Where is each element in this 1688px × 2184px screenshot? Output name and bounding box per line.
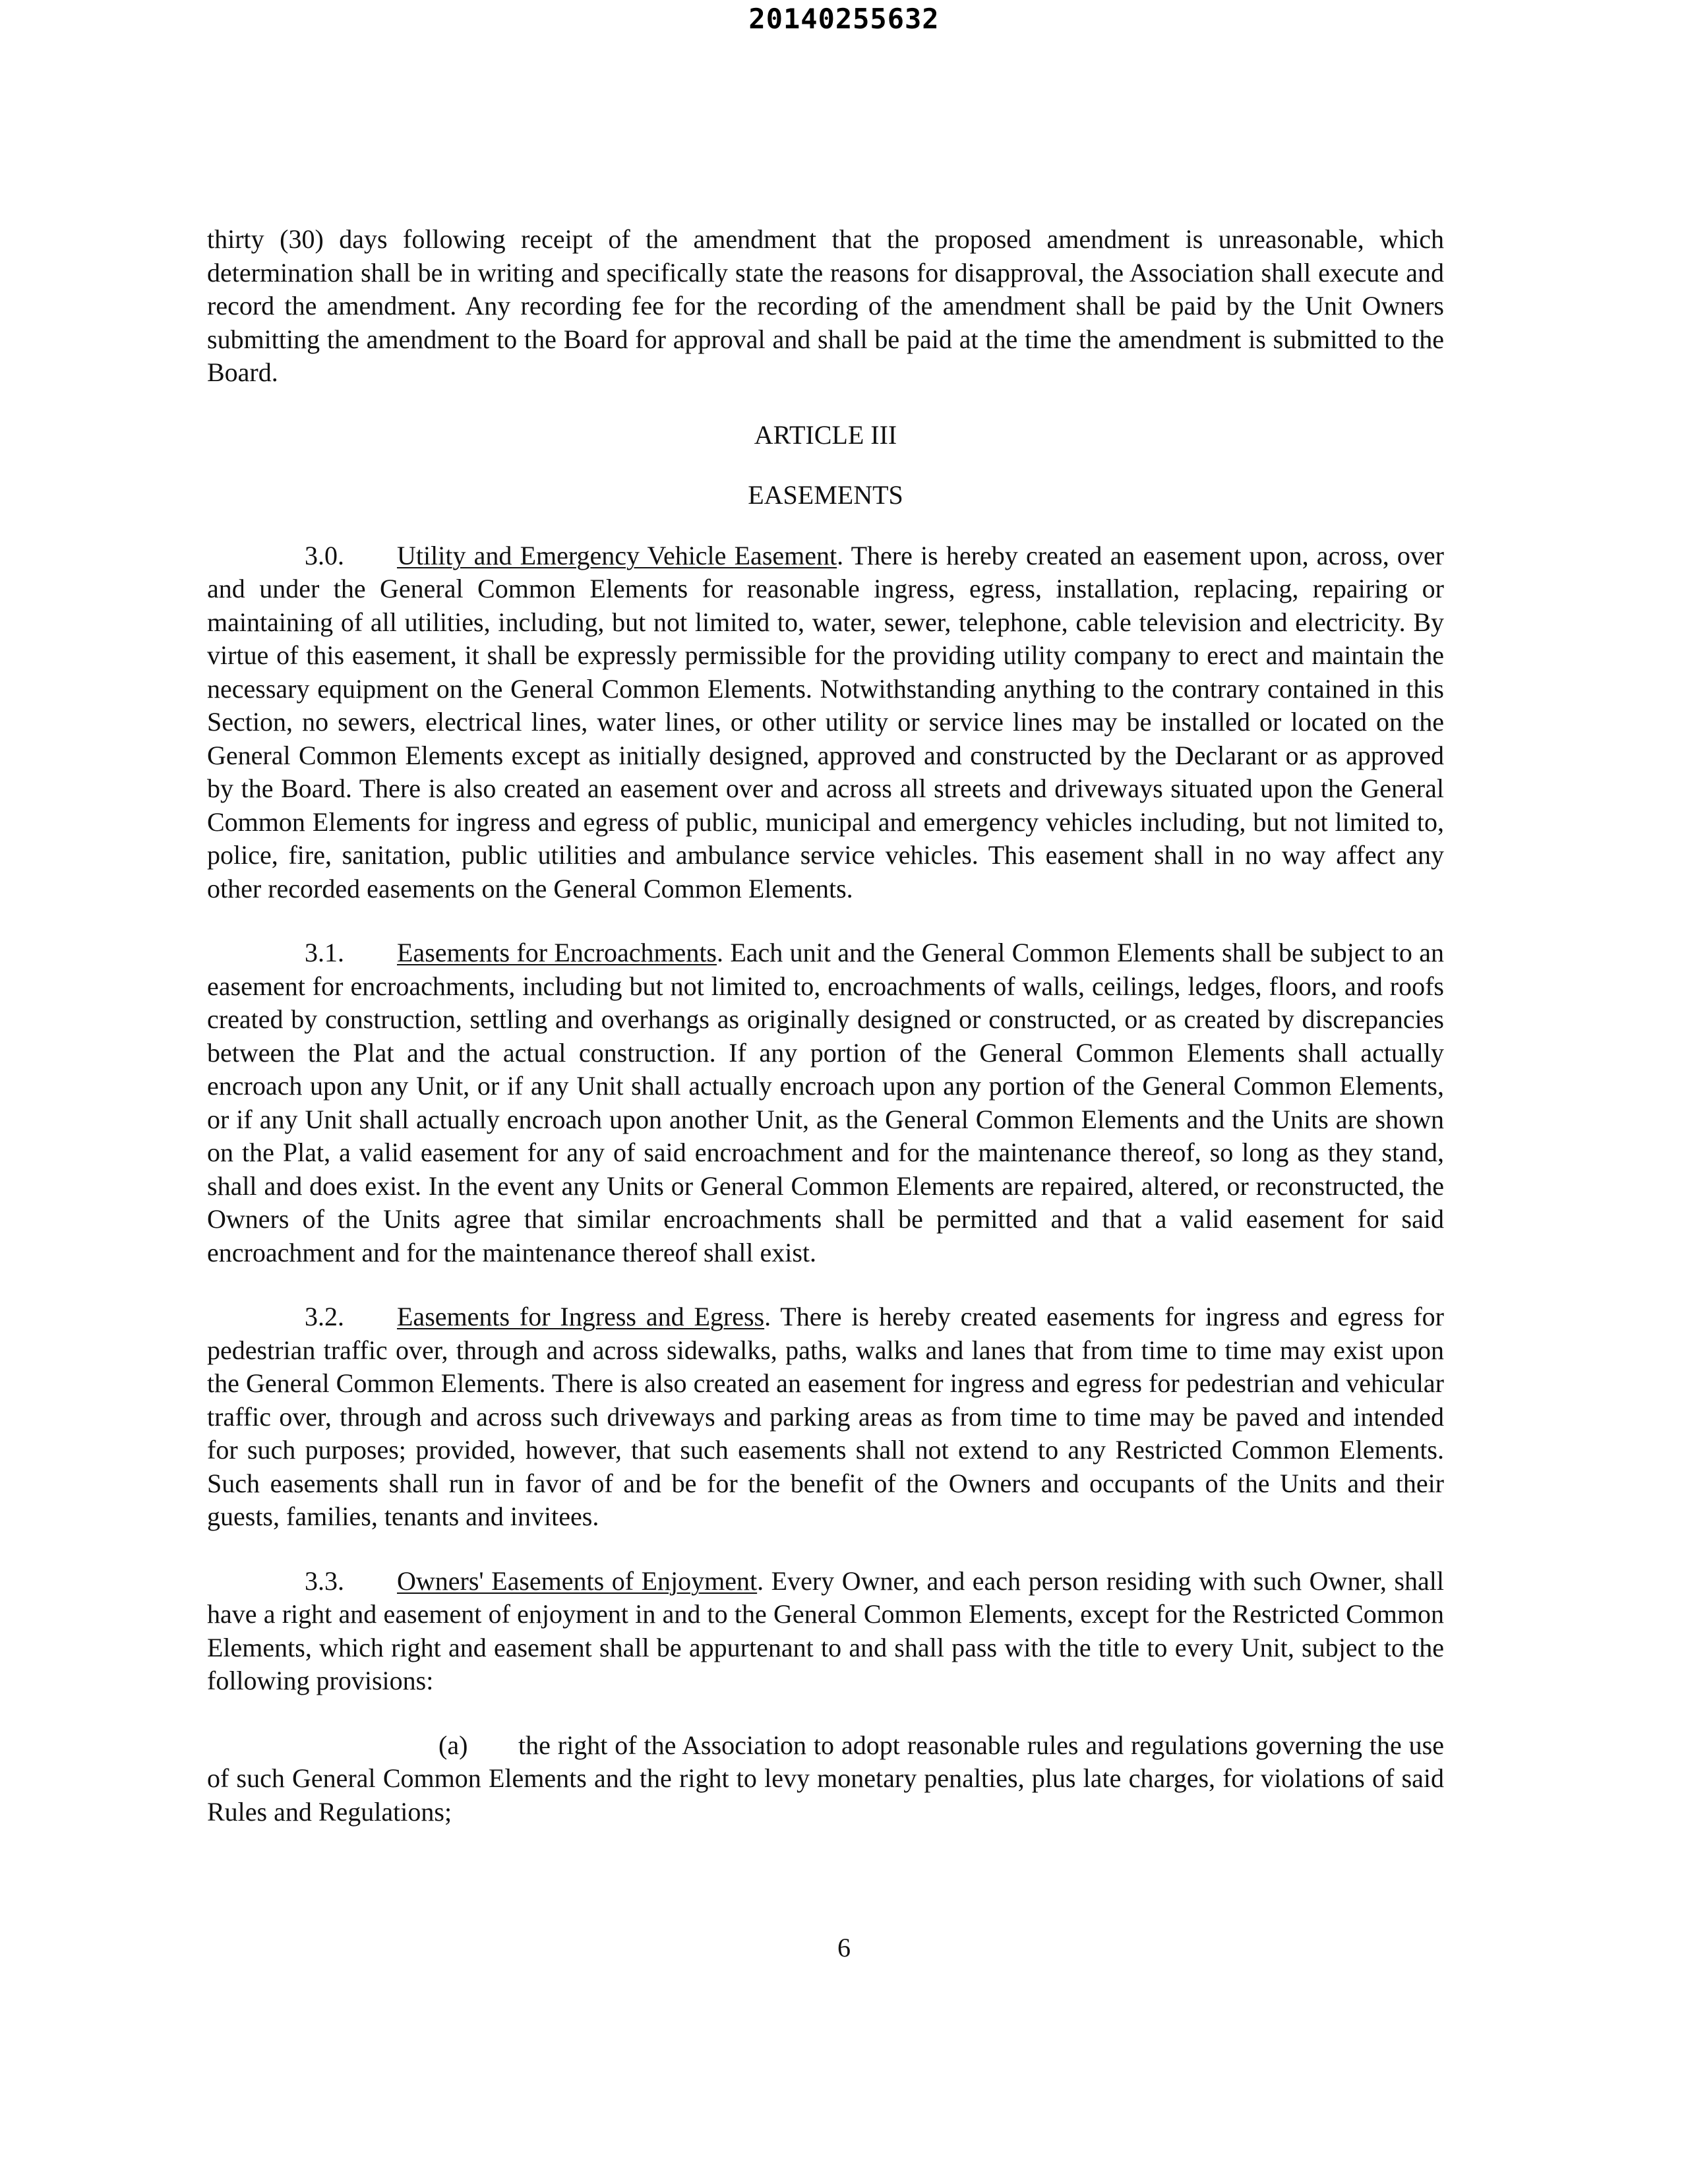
section-title: Utility and Emergency Vehicle Easement [397,540,837,570]
section-3-3 [207,1565,1444,1698]
article-title: EASEMENTS [748,480,903,510]
section-3-2 [207,1300,1444,1534]
section-body: . Each unit and the General Common Elements shall be subject to an easement for encroachments, including but not limited to, encroachments of walls, ceilings, ledges, floors, and roofs created by construction, settling and overhangs as originally designed or constructed, or as created by discrepancies between the Plat and the actual construction. If any portion of the General Common Elements shall actually encroach upon any Unit, or if any Unit shall actually encroach upon any portion of the General Common Elements, or if any Unit shall actually encroach upon another Unit, as the General Common Elements and the Units are shown on the Plat, a valid easement for any of said encroachment and for the maintenance thereof, so long as they stand, shall and does exist. In the event any Units or General Common Elements are repaired, altered, or reconstructed, the Owners of the Units agree that similar encroachments shall be permitted and that a valid easement for said encroachment and for the maintenance thereof shall exist. [207,938,1444,1267]
section-3-1 [207,936,1444,1269]
article-number: ARTICLE III [754,419,897,450]
section-body: . Every Owner, and each person residing with such Owner, shall have a right and easement of enjoyment in and to the General Common Elements, except for the Restricted Common Elements, which right and easement shall be appurtenant to and shall pass with the title to every Unit, subject to the following provisions: [207,1565,1444,1695]
section-title: Easements for Encroachments [397,938,717,967]
section-title: Easements for Ingress and Egress [397,1302,765,1331]
page-number: 6 [837,1933,851,1962]
intro-paragraph: thirty (30) days following receipt of the amendment that the proposed amendment is unreasonable, which determination shall be in writing and specifically state the reasons for disapproval, the Association shall execute and record the amendment. Any recording fee for the recording of the amendment shall be paid by the Unit Owners submitting the amendment to the Board for approval and shall be paid at the time the amendment is submitted to the Board. [207,224,1444,387]
subsection-label: (a) [438,1730,468,1760]
section-number: 3.1. [305,938,344,967]
document-number: 20140255632 [748,3,940,35]
subsection-a [207,1729,1444,1829]
section-number: 3.3. [305,1565,344,1596]
section-number: 3.2. [305,1302,344,1331]
section-number: 3.0. [305,540,344,570]
section-body: . There is hereby created an easement upon, across, over and under the General Common Elements for reasonable ingress, egress, installation, replacing, repairing or maintaining of all utilities, including, but not limited to, water, sewer, telephone, cable television and electricity. By virtue of this easement, it shall be expressly permissible for the providing utility company to erect and maintain the necessary equipment on the General Common Elements. Notwithstanding anything to the contrary contained in this Section, no sewers, electrical lines, water lines, or other utility or service lines may be installed or located on the General Common Elements except as initially designed, approved and constructed by the Declarant or as approved by the Board. There is also created an easement over and across all streets and driveways situated upon the General Common Elements for ingress and egress of public, municipal and emergency vehicles including, but not limited to, police, fire, sanitation, public utilities and ambulance service vehicles. This easement shall in no way affect any other recorded easements on the General Common Elements. [207,540,1445,903]
section-title: Owners' Easements of Enjoyment [397,1565,758,1596]
document-body [207,223,1444,1829]
subsection-text: the right of the Association to adopt reasonable rules and regulations governing the use of such General Common Elements and the right to levy monetary penalties, plus late charges, for violations of said Rules and Regulations; [207,1730,1444,1827]
section-3-0 [207,539,1444,906]
section-body: . There is hereby created easements for ingress and egress for pedestrian traffic over, through and across sidewalks, paths, walks and lanes that from time to time may exist upon the General Common Elements. There is also created an easement for ingress and egress for pedestrian and vehicular traffic over, through and across such driveways and parking areas as from time to time may be paved and intended for such purposes; provided, however, that such easements shall not extend to any Restricted Common Elements. Such easements shall run in favor of and be for the benefit of the Owners and occupants of the Units and their guests, families, tenants and invitees. [207,1302,1445,1531]
